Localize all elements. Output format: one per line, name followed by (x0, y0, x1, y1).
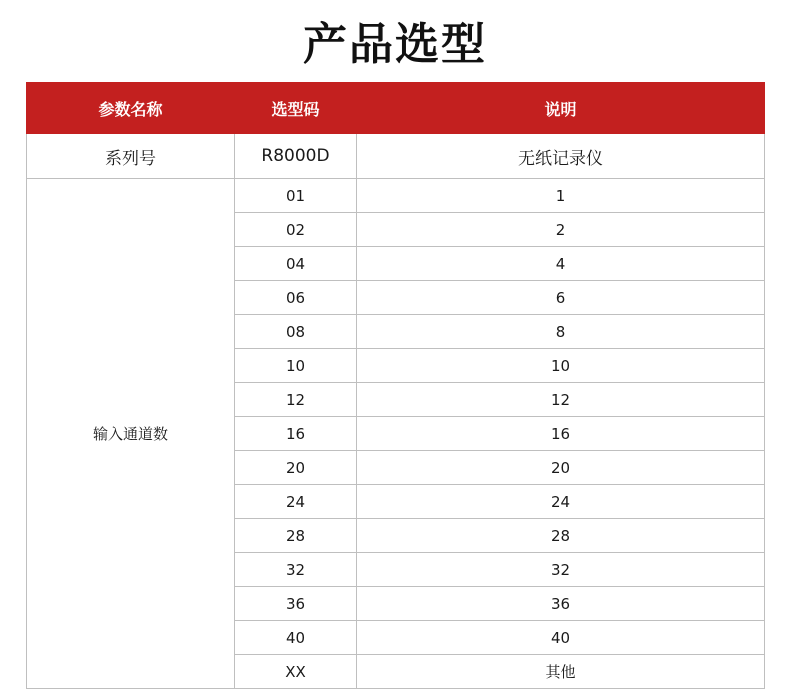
channel-description: 16 (357, 417, 765, 451)
series-code: R8000D (235, 134, 357, 179)
column-header-selection-code: 选型码 (235, 83, 357, 134)
channel-code: 40 (235, 621, 357, 655)
channel-description: 2 (357, 213, 765, 247)
channel-description: 32 (357, 553, 765, 587)
channel-description: 8 (357, 315, 765, 349)
channel-description: 1 (357, 179, 765, 213)
series-param-name: 系列号 (27, 134, 235, 179)
channel-code: XX (235, 655, 357, 689)
channel-description: 其他 (357, 655, 765, 689)
table-header (27, 83, 765, 134)
channel-code: 08 (235, 315, 357, 349)
channel-description: 28 (357, 519, 765, 553)
channel-description: 10 (357, 349, 765, 383)
channel-description: 36 (357, 587, 765, 621)
channel-code: 16 (235, 417, 357, 451)
channel-description: 24 (357, 485, 765, 519)
channel-code: 20 (235, 451, 357, 485)
channel-code: 01 (235, 179, 357, 213)
channel-description: 20 (357, 451, 765, 485)
table-header-row (27, 83, 765, 134)
channel-code: 32 (235, 553, 357, 587)
channel-count-param-name: 输入通道数 (27, 179, 235, 689)
page-title: 产品选型 (303, 19, 487, 70)
channel-code: 10 (235, 349, 357, 383)
channel-description: 4 (357, 247, 765, 281)
column-header-param-name: 参数名称 (27, 83, 235, 134)
table-body (27, 134, 765, 689)
spec-table-container (26, 82, 764, 689)
channel-code: 24 (235, 485, 357, 519)
channel-code: 04 (235, 247, 357, 281)
channel-code: 28 (235, 519, 357, 553)
series-description: 无纸记录仪 (357, 134, 765, 179)
channel-code: 02 (235, 213, 357, 247)
channel-code: 36 (235, 587, 357, 621)
channel-description: 40 (357, 621, 765, 655)
column-header-description: 说明 (357, 83, 765, 134)
table-row (27, 134, 765, 179)
channel-description: 6 (357, 281, 765, 315)
product-selection-table (26, 82, 765, 689)
channel-code: 06 (235, 281, 357, 315)
channel-description: 12 (357, 383, 765, 417)
channel-code: 12 (235, 383, 357, 417)
table-row (27, 179, 765, 213)
